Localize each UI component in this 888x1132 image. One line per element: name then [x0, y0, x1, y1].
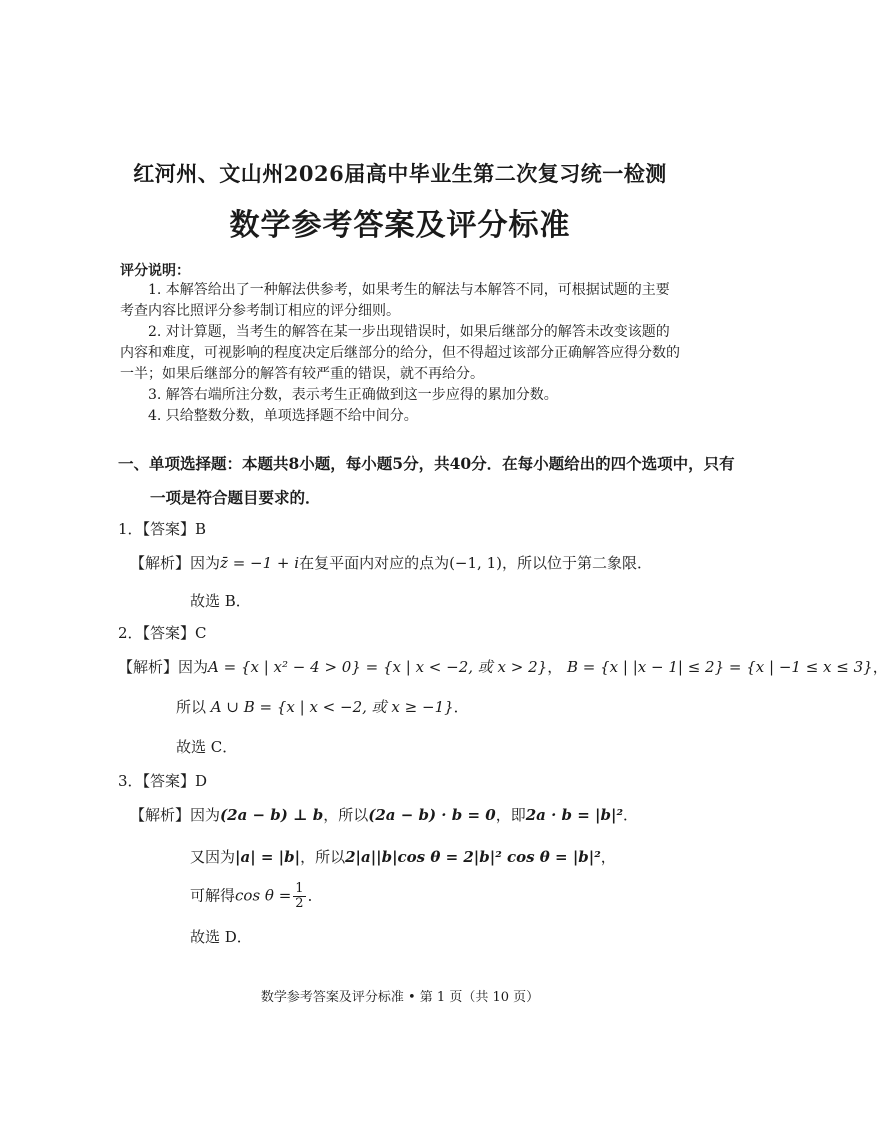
note-4: 4. 只给整数分数，单项选择题不给中间分。 [148, 408, 418, 424]
note-1-line-1: 1. 本解答给出了一种解法供参考，如果考生的解法与本解答不同，可根据试题的主要 [148, 282, 670, 298]
q2-text-b: 所以 [176, 698, 207, 716]
q3-end-2: ， [600, 848, 616, 866]
q3-math-cos-theta: cos θ = [235, 886, 292, 905]
note-2-line-1: 2. 对计算题，当考生的解答在某一步出现错误时，如果后继部分的解答未改变该题的 [148, 324, 670, 340]
exam-title: 红河州、文山州2026届高中毕业生第二次复习统一检测 [133, 161, 667, 186]
q2-end-1: ， [872, 658, 888, 676]
note-3: 3. 解答右端所注分数，表示考生正确做到这一步应得的累加分数。 [148, 387, 558, 403]
fraction [293, 882, 305, 911]
q3-text-f: 可解得 [190, 886, 236, 905]
q2-end-2: ． [453, 698, 469, 716]
q2-math-set-a: A = {x | x² − 4 > 0} = {x | x < −2, 或 x > 2} [208, 658, 548, 676]
q3-analysis-line-1 [130, 804, 638, 825]
q3-end-3: ． [307, 886, 323, 905]
q3-text-c: ，即 [495, 806, 526, 824]
q1-text-c: ，所以位于第二象限． [501, 554, 652, 572]
q3-text-b: ，所以 [323, 806, 369, 824]
fraction-numerator: 1 [295, 881, 304, 896]
q3-math-norms: |a| = |b| [235, 848, 301, 866]
q2-sep: ， [547, 658, 563, 676]
q2-answer: 2．【答案】C [118, 624, 207, 642]
q2-analysis-line-2 [176, 696, 469, 717]
q3-text-a: 因为 [190, 806, 221, 824]
q3-text-e: ，所以 [300, 848, 346, 866]
q3-math-result: 2a · b = |b|² [525, 806, 624, 824]
q2-text-a: 因为 [178, 658, 209, 676]
analysis-label: 【解析】 [118, 658, 179, 676]
q2-conclusion: 故选 C． [176, 738, 238, 756]
analysis-label: 【解析】 [130, 806, 191, 824]
q1-answer: 1．【答案】B [118, 520, 207, 538]
section-heading-cont: 一项是符合题目要求的． [150, 488, 321, 507]
q3-analysis-line-3 [190, 882, 323, 911]
q3-conclusion: 故选 D． [190, 928, 252, 946]
document-title: 数学参考答案及评分标准 [229, 208, 571, 243]
q2-math-union: A ∪ B = {x | x < −2, 或 x ≥ −1} [210, 698, 454, 716]
q1-text-a: 因为 [190, 554, 221, 572]
q1-math-point: (−1, 1) [449, 554, 502, 572]
q3-analysis-line-2 [190, 846, 616, 867]
grading-notes-heading: 评分说明： [120, 263, 190, 279]
q1-math-z: z̄ = −1 + i [220, 554, 300, 572]
q3-math-perp: (2a − b) ⊥ b [220, 806, 324, 824]
note-2-line-3: 一半；如果后继部分的解答有较严重的错误，就不再给分。 [120, 366, 484, 382]
q3-end-1: ． [623, 806, 639, 824]
q1-analysis [130, 552, 652, 573]
page-footer: 数学参考答案及评分标准 • 第 1 页（共 10 页） [260, 990, 540, 1005]
q2-analysis-line-1 [118, 656, 888, 677]
q2-math-set-b: B = {x | |x − 1| ≤ 2} = {x | −1 ≤ x ≤ 3} [567, 658, 873, 676]
q1-text-b: 在复平面内对应的点为 [299, 554, 450, 572]
section-heading: 一、单项选择题：本题共8小题，每小题5分，共40分．在每小题给出的四个选项中，只有 [118, 454, 735, 473]
note-2-line-2: 内容和难度，可视影响的程度决定后继部分的给分，但不得超过该部分正确解答应得分数的 [120, 345, 680, 361]
q3-math-dot: (2a − b) · b = 0 [368, 806, 496, 824]
fraction-denominator: 2 [295, 896, 304, 911]
q1-conclusion: 故选 B． [190, 592, 251, 610]
note-1-line-2: 考查内容比照评分参考制订相应的评分细则。 [120, 303, 400, 319]
q3-text-d: 又因为 [190, 848, 236, 866]
q3-math-cos: 2|a||b|cos θ = 2|b|² cos θ = |b|² [345, 848, 601, 866]
analysis-label: 【解析】 [130, 554, 191, 572]
q3-answer: 3．【答案】D [118, 772, 208, 790]
